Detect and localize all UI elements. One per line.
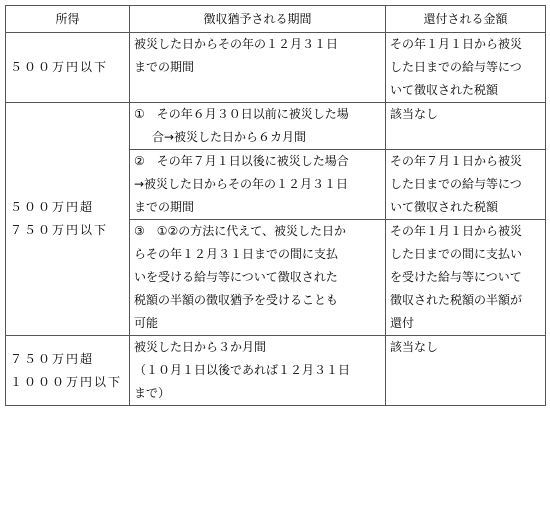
income-text: ７５０万円以下 bbox=[10, 223, 109, 237]
period-text: 被災した日から３か月間 bbox=[134, 340, 267, 354]
period-text: ③ ①②の方法に代えて、被災した日か bbox=[134, 224, 347, 238]
income-cell bbox=[6, 103, 130, 336]
refund-text: その年７月１日から被災 bbox=[390, 154, 523, 168]
header-income: 所得 bbox=[6, 6, 130, 33]
header-deferral-period: 徴収猶予される期間 bbox=[130, 6, 386, 33]
refund-text: いて徴収された税額 bbox=[390, 200, 499, 214]
refund-text: した日までの間に支払い bbox=[390, 247, 523, 261]
refund-text: 該当なし bbox=[390, 340, 439, 354]
period-text: ① その年６月３０日以前に被災した場 bbox=[134, 107, 349, 121]
period-text: →被災した日からその年の１２月３１日 bbox=[134, 177, 349, 191]
income-cell bbox=[6, 33, 130, 103]
refund-text: を受けた給与等について bbox=[390, 270, 522, 284]
refund-text: した日までの給与等につ bbox=[390, 177, 522, 191]
period-text: 被災した日からその年の１２月３１日 bbox=[134, 37, 339, 51]
period-cell bbox=[130, 220, 386, 336]
refund-text: 該当なし bbox=[390, 107, 439, 121]
refund-cell bbox=[386, 336, 546, 406]
period-text: 合→被災した日から６カ月間 bbox=[152, 130, 307, 144]
refund-cell bbox=[386, 33, 546, 103]
period-text: 可能 bbox=[134, 316, 159, 330]
period-text: までの期間 bbox=[134, 200, 195, 214]
period-text: まで） bbox=[134, 386, 171, 400]
table-row bbox=[6, 336, 546, 406]
refund-text: 還付 bbox=[390, 316, 415, 330]
period-text: いを受ける給与等について徴収された bbox=[134, 270, 338, 284]
refund-text: 徴収された税額の半額が bbox=[390, 293, 523, 307]
period-cell bbox=[130, 336, 386, 406]
table-row bbox=[6, 33, 546, 103]
period-text: までの期間 bbox=[134, 60, 195, 74]
income-text: １０００万円以下 bbox=[10, 374, 123, 389]
refund-cell bbox=[386, 103, 546, 150]
refund-text: その年１月１日から被災 bbox=[390, 37, 523, 51]
income-cell bbox=[6, 336, 130, 406]
refund-text: いて徴収された税額 bbox=[390, 83, 499, 97]
period-cell bbox=[130, 150, 386, 220]
period-text: らその年１２月３１日までの間に支払 bbox=[134, 247, 339, 261]
period-text: （１０月１日以後であれば１２月３１日 bbox=[134, 363, 351, 377]
refund-cell bbox=[386, 220, 546, 336]
period-cell bbox=[130, 33, 386, 103]
header-refund-amount: 還付される金額 bbox=[386, 6, 546, 33]
period-text: ② その年７月１日以後に被災した場合 bbox=[134, 154, 349, 168]
income-text: ５００万円超 bbox=[10, 200, 95, 214]
refund-text: した日までの給与等につ bbox=[390, 60, 522, 74]
period-cell bbox=[130, 103, 386, 150]
income-text: ５００万円以下 bbox=[10, 60, 109, 74]
income-text: ７５０万円超 bbox=[10, 351, 95, 366]
table-header-row bbox=[6, 6, 546, 33]
withholding-deferral-table bbox=[5, 5, 546, 406]
refund-text: その年１月１日から被災 bbox=[390, 224, 523, 238]
table-row bbox=[6, 103, 546, 150]
refund-cell bbox=[386, 150, 546, 220]
period-text: 税額の半額の徴収猶予を受けることも bbox=[134, 293, 339, 307]
